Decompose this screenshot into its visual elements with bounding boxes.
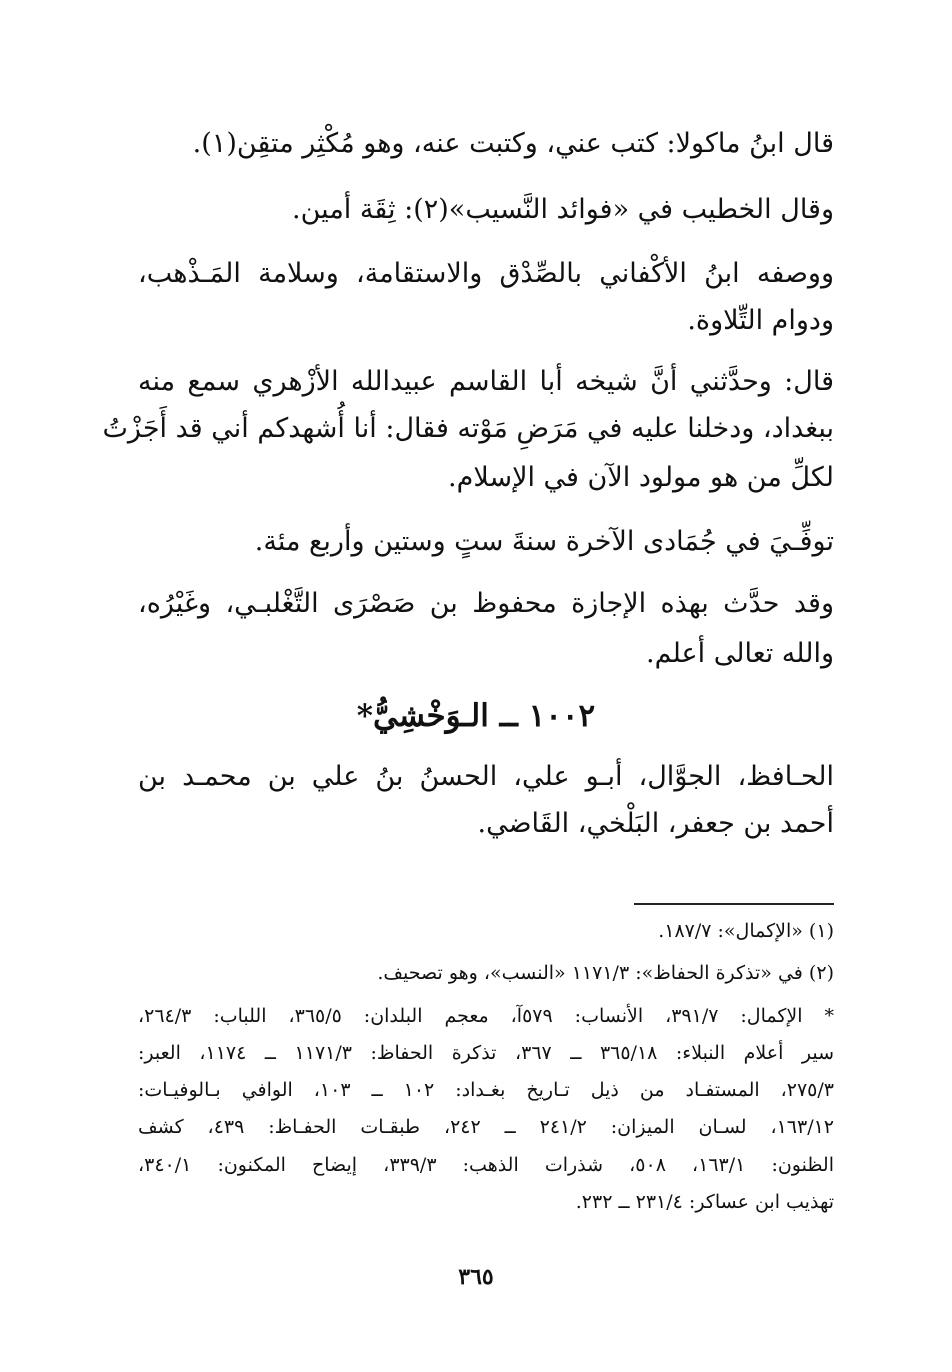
sources-line-2: سير أعلام النبلاء: ٣٦٥/١٨ ــ ٣٦٧، تذكرة الحفاظ: ١١٧١/٣ ــ ١١٧٤، العبر: (138, 1042, 835, 1064)
footnote-1: (١) «الإكمال»: ١٨٧/٧. (658, 920, 834, 942)
sources-line-4: ١٦٣/١٢، لسـان الميزان: ٢٤١/٢ ــ ٢٤٢، طبقـات الحفـاظ: ٤٣٩، كشف (138, 1116, 835, 1138)
sources-line-1: * الإكمال: ٣٩١/٧، الأنساب: ٥٧٩آ، معجم البلدان: ٣٦٥/٥، اللباب: ٢٦٤/٣، (138, 1005, 834, 1027)
body-line-7: لكلِّ من هو مولود الآن في الإسلام. (448, 462, 834, 493)
body-line-10: والله تعالى أعلم. (646, 638, 834, 669)
body-line-1: قال ابنُ ماكولا: كتب عني، وكتبت عنه، وهو مُكْثِر متقِن(١). (192, 128, 834, 159)
sources-line-3: ٢٧٥/٣، المستفـاد من ذيل تـاريخ بغـداد: ١٠٢ ــ ١٠٣، الوافي بـالوفيـات: (138, 1079, 834, 1101)
body-line-6: ببغداد، ودخلنا عليه في مَرَضِ مَوْته فقال: أنا أُشهدكم أني قد أَجَزْتُ (102, 413, 834, 444)
footnote-separator (634, 903, 834, 905)
body-line-8: توفِّـيَ في جُمَادى الآخرة سنةَ ستٍ وستين وأربع مئة. (254, 526, 834, 557)
footnote-2: (٢) في «تذكرة الحفاظ»: ١١٧١/٣ «النسب»، وهو تصحيف. (377, 962, 834, 984)
page-number: ٣٦٥ (458, 1264, 494, 1290)
entry-heading: ١٠٠٢ ــ الـوَخْشِيُّ* (356, 698, 596, 734)
body-line-4: ودوام التِّلاوة. (687, 305, 834, 336)
bio-line-2: أحمد بن جعفر، البَلْخي، القَاضي. (477, 808, 834, 839)
bio-line-1: الحـافظ، الجوَّال، أبـو علي، الحسنُ بنُ علي بن محمـد بن (138, 761, 834, 792)
body-line-3: ووصفه ابنُ الأكْفاني بالصِّدْق والاستقامة، وسلامة المَـذْهب، (138, 258, 834, 289)
body-line-2: وقال الخطيب في «فوائد النَّسيب»(٢): ثِقَة أمين. (292, 194, 834, 225)
body-line-5: قال: وحدَّثني أنَّ شيخه أبا القاسم عبيدالله الأزْهري سمع منه (138, 366, 834, 397)
sources-line-6: تهذيب ابن عساكر: ٢٣١/٤ ــ ٢٣٢. (575, 1191, 834, 1213)
sources-line-5: الظنون: ١٦٣/١، ٥٠٨، شذرات الذهب: ٣٣٩/٣، إيضاح المكنون: ٣٤٠/١، (138, 1154, 834, 1176)
body-line-9: وقد حدَّث بهذه الإجازة محفوظ بن صَصْرَى التَّغْلبـي، وغَيْرُه، (138, 588, 834, 619)
